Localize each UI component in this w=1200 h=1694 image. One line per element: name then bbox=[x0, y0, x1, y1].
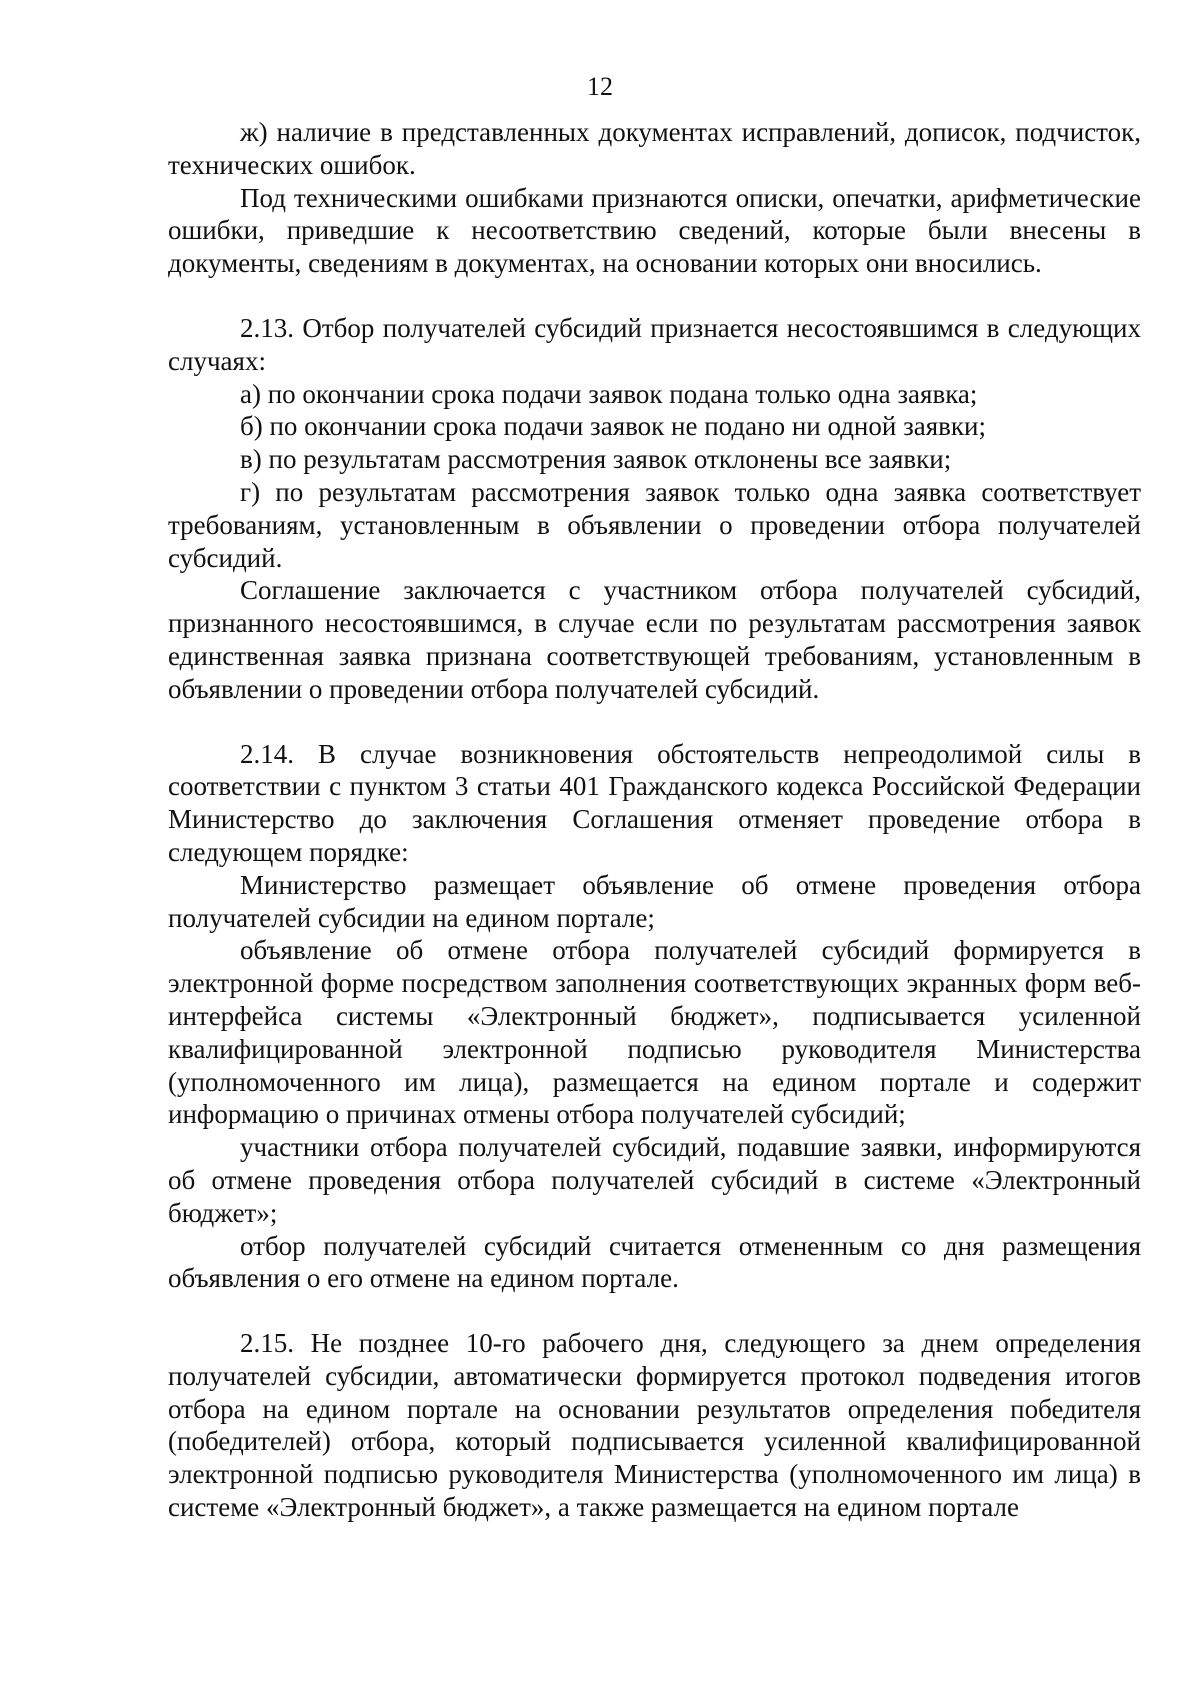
paragraph-cancellation-form: объявление об отмене отбора получателей субсидий формируется в электронной форме посредством заполнения соответствующих экранных форм веб-интерфейса системы «Электронный бюджет», подписывается усиленной квалифицированной электронной подписью руководителя Министерства (уполномоченного им лица), размещается на едином портале и содержит информацию о причинах отмены отбора получателей субсидий; bbox=[168, 935, 1141, 1130]
clause-2-13-item-b: б) по окончании срока подачи заявок не подано ни одной заявки; bbox=[240, 411, 986, 442]
paragraph-ministry-announcement: Министерство размещает объявление об отмене проведения отбора получателей субсидии на едином портале; bbox=[168, 869, 1141, 933]
clause-2-14: 2.14. В случае возникновения обстоятельств непреодолимой силы в соответствии с пунктом 3 статьи 401 Гражданского кодекса Российской Федерации Министерство до заключения Соглашения отменяет проведение отбора в следующем порядке: bbox=[168, 738, 1141, 867]
clause-2-15: 2.15. Не позднее 10-го рабочего дня, следующего за днем определения получателей субсидии, автоматически формируется протокол подведения итогов отбора на едином портале на основании результатов определения победителя (победителей) отбора, который подписывается усиленной квалифицированной электронной подписью руководителя Министерства (уполномоченного им лица) в системе «Электронный бюджет», а также размещается на едином портале bbox=[168, 1328, 1141, 1523]
paragraph-participants-informed: участники отбора получателей субсидий, подавшие заявки, информируются об отмене проведения отбора получателей субсидий в системе «Электронный бюджет»; bbox=[168, 1132, 1141, 1228]
clause-2-13: 2.13. Отбор получателей субсидий признается несостоявшимся в следующих случаях: bbox=[168, 312, 1141, 376]
page-number: 12 bbox=[587, 72, 613, 101]
paragraph-technical-errors: Под техническими ошибками признаются описки, опечатки, арифметические ошибки, приведшие к несоответствию сведений, которые были внесены в документы, сведениям в документах, на основании которых они вносились. bbox=[168, 182, 1141, 279]
clause-2-13-item-g: г) по результатам рассмотрения заявок только одна заявка соответствует требованиям, установленным в объявлении о проведении отбора получателей субсидий. bbox=[168, 476, 1141, 573]
clause-2-13-item-a: а) по окончании срока подачи заявок подана только одна заявка; bbox=[240, 378, 978, 409]
clause-2-13-item-v: в) по результатам рассмотрения заявок отклонены все заявки; bbox=[240, 444, 952, 475]
document-body bbox=[168, 116, 1141, 1524]
paragraph-zh-item: ж) наличие в представленных документах исправлений, дописок, подчисток, технических ошибок. bbox=[168, 117, 1141, 180]
paragraph-agreement: Соглашение заключается с участником отбора получателей субсидий, признанного несостоявшимся, в случае если по результатам рассмотрения заявок единственная заявка признана соответствующей требованиям, установленным в объявлении о проведении отбора получателей субсидий. bbox=[168, 575, 1141, 704]
paragraph-selection-cancelled: отбор получателей субсидий считается отмененным со дня размещения объявления о его отмене на едином портале. bbox=[168, 1230, 1141, 1294]
